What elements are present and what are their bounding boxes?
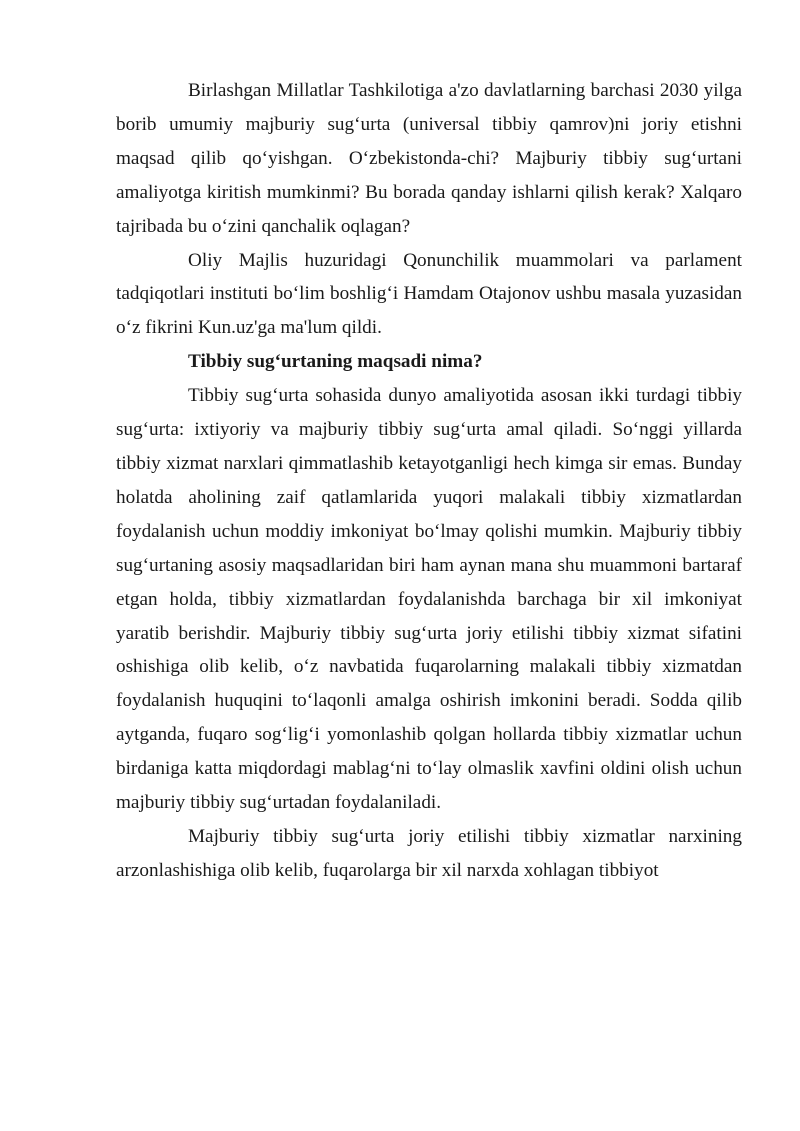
section-heading: Tibbiy sug‘urtaning maqsadi nima? [188,351,483,373]
document-body [116,74,742,888]
paragraph-author: Oliy Majlis huzuridagi Qonunchilik muammolari va parlament tadqiqotlari instituti bo‘lim boshlig‘i Hamdam Otajonov ushbu masala yuzasidan o‘z fikrini Kun.uz'ga ma'lum qildi. [116,249,742,339]
paragraph-section-2: Majburiy tibbiy sug‘urta joriy etilishi tibbiy xizmatlar narxining arzonlashishiga olib kelib, fuqarolarga bir xil narxda xohlagan tibbiyot [116,825,742,881]
paragraph-section-1: Tibbiy sug‘urta sohasida dunyo amaliyotida asosan ikki turdagi tibbiy sug‘urta: ixtiyoriy va majburiy tibbiy sug‘urta amal qiladi. So‘nggi yillarda tibbiy xizmat narxlari qimmatlashib ketayotganligi hech kimga sir emas. Bunday holatda aholining zaif qatlamlarida yuqori malakali tibbiy xizmatlardan foydalanish uchun moddiy imkoniyat bo‘lmay qolishi mumkin. Majburiy tibbiy sug‘urtaning asosiy maqsadlaridan biri ham aynan mana shu muammoni bartaraf etgan holda, tibbiy xizmatlardan foydalanishda barchaga bir xil imkoniyat yaratib berishdir. Majburiy tibbiy sug‘urta joriy etilishi tibbiy xizmat sifatini oshishiga olib kelib, o‘z navbatida fuqarolarning malakali tibbiy xizmatdan foydalanish huquqini to‘laqonli amalga oshirish imkonini beradi. Sodda qilib aytganda, fuqaro sog‘lig‘i yomonlashib qolgan hollarda tibbiy xizmatlar uchun birdaniga katta miqdordagi mablag‘ni to‘lay olmaslik xavfini oldini olish uchun majburiy tibbiy sug‘urtadan foydalaniladi. [116,385,742,814]
paragraph-intro: Birlashgan Millatlar Tashkilotiga a'zo davlatlarning barchasi 2030 yilga borib umumiy majburiy sug‘urta (universal tibbiy qamrov)ni joriy etishni maqsad qilib qo‘yishgan. O‘zbekistonda-chi? Majburiy tibbiy sug‘urtani amaliyotga kiritish mumkinmi? Bu borada qanday ishlarni qilish kerak? Xalqaro tajribada bu o‘zini qanchalik oqlagan? [116,80,742,237]
